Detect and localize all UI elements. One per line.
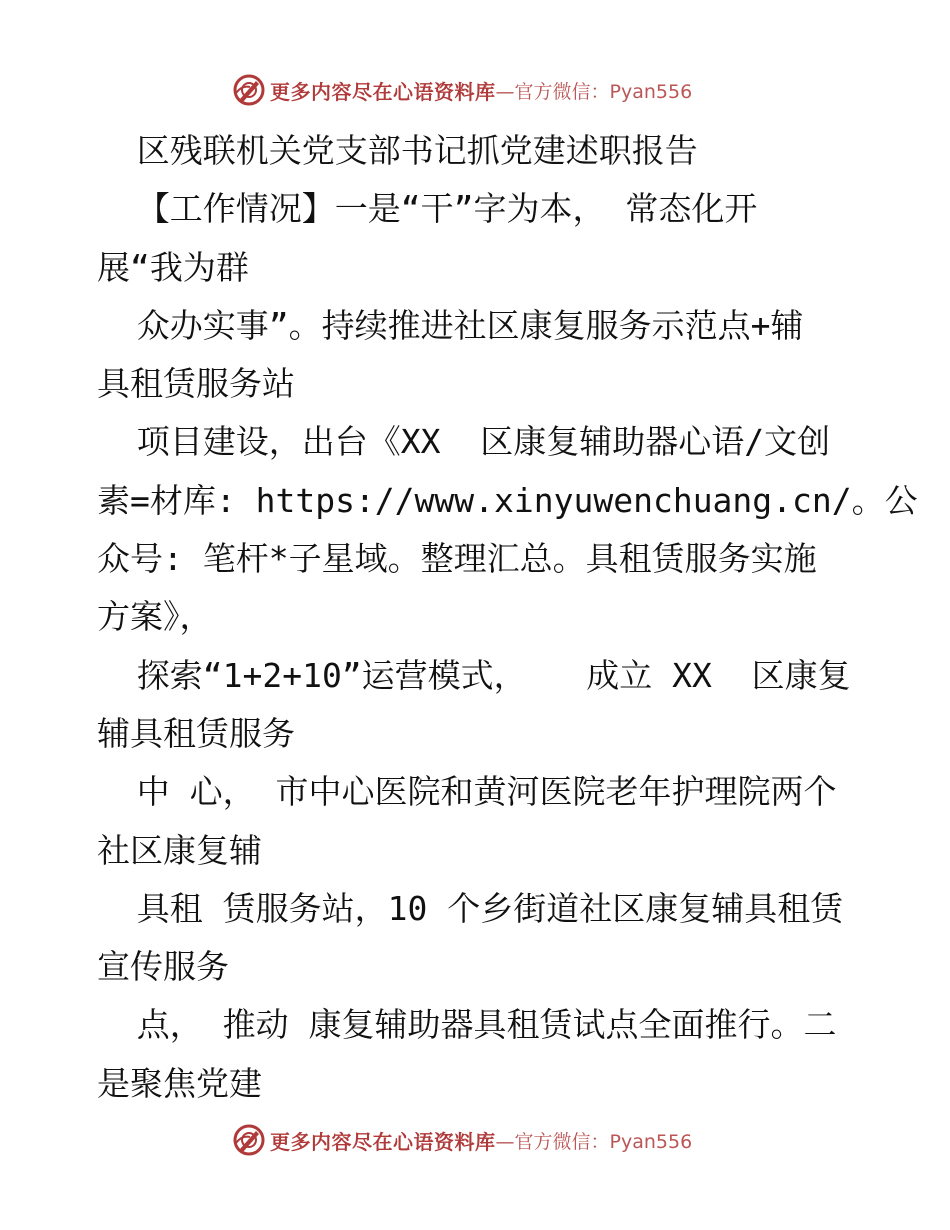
- text-line: 点， 推动 康复辅助器具租赁试点全面推行。二: [97, 1005, 837, 1045]
- document-title: 区残联机关党支部书记抓党建述职报告: [97, 131, 698, 170]
- text-line: 展“我为群: [97, 247, 249, 287]
- banner-sub-text: —官方微信：Pyan556: [495, 1130, 693, 1153]
- header-watermark-banner: [232, 72, 692, 108]
- footer-watermark-banner: [232, 1122, 692, 1158]
- text-line: 具租 赁服务站，10 个乡街道社区康复辅具租赁: [97, 888, 844, 928]
- text-line: 具租赁服务站: [97, 364, 295, 404]
- banner-main-text: 更多内容尽在心语资料库: [270, 79, 496, 104]
- banner-main-text: 更多内容尽在心语资料库: [270, 1129, 496, 1154]
- text-line: 中 心， 市中心医院和黄河医院老年护理院两个: [97, 772, 837, 812]
- text-line: 【工作情况】一是“干”字为本， 常态化开: [97, 189, 758, 229]
- text-line: 探索“1+2+10”运营模式， 成立 XX 区康复: [97, 655, 851, 695]
- banner-sub-text: —官方微信：Pyan556: [495, 80, 693, 103]
- text-line: 众办实事”。持续推进社区康复服务示范点+辅: [97, 305, 804, 345]
- pen-logo-icon: [232, 73, 266, 107]
- text-line: 项目建设，出台《XX 区康复辅助器心语/文创: [97, 422, 831, 462]
- text-line: 方案》，: [97, 597, 213, 637]
- text-line: 是聚焦党建: [97, 1063, 262, 1103]
- pen-logo-icon: [232, 1123, 266, 1157]
- text-line: 辅具租赁服务: [97, 713, 295, 753]
- text-line: 素=材库: https://www.xinyuwenchuang.cn/。公: [97, 480, 918, 520]
- document-body: [97, 122, 918, 1113]
- text-line: 社区康复辅: [97, 830, 262, 870]
- text-line: 众号: 笔杆*子星域。整理汇总。具租赁服务实施: [97, 539, 817, 579]
- text-line: 宣传服务: [97, 947, 229, 987]
